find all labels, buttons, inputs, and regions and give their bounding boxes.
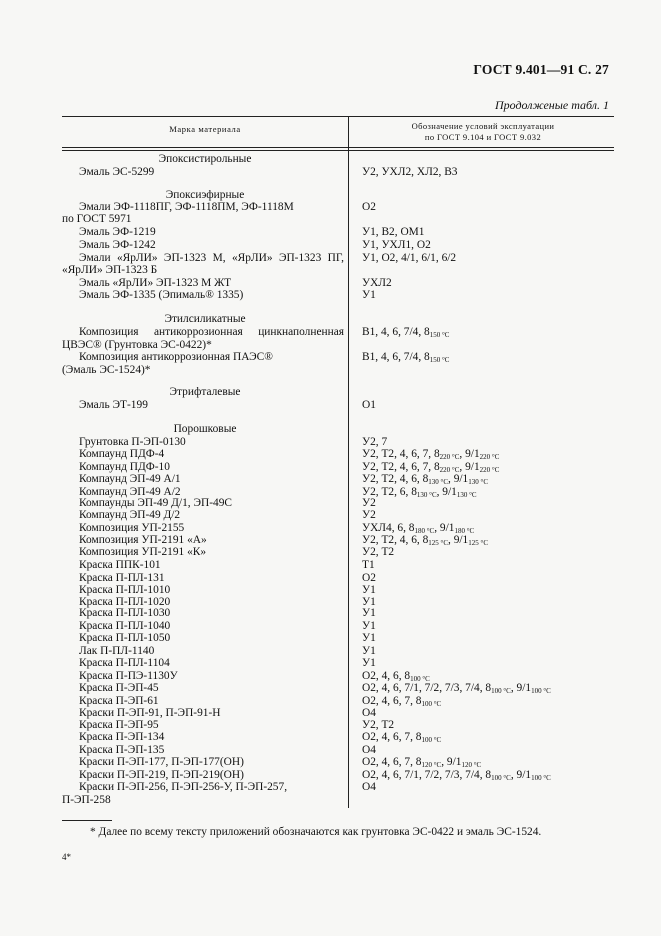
material-name: Лак П-ПЛ-1140 xyxy=(79,645,155,657)
material-name: Краски П-ЭП-177, П-ЭП-177(ОН) xyxy=(79,756,244,768)
condition-text: У1 xyxy=(362,584,376,596)
condition-text: О2, 4, 6, 7, 8 xyxy=(362,695,422,707)
condition-designation xyxy=(362,632,376,645)
temperature-subscript: 100 °С xyxy=(410,675,430,683)
temperature-subscript: 100 °С xyxy=(531,774,551,782)
condition-text: У1, В2, ОМ1 xyxy=(362,226,425,238)
condition-text: О2 xyxy=(362,201,376,213)
material-name: Компаунд ПДФ-10 xyxy=(79,461,170,473)
condition-text: УХЛ2 xyxy=(362,277,392,289)
condition-text: У1 xyxy=(362,620,376,632)
column-header-material: Марка материала xyxy=(169,124,241,134)
material-name: Компаунд ЭП-49 А/2 xyxy=(79,486,181,498)
table-continuation-label: Продолженые табл. 1 xyxy=(494,98,609,112)
material-name: Компаунд ЭП-49 А/1 xyxy=(79,473,181,485)
condition-text: У1, УХЛ1, О2 xyxy=(362,239,431,251)
condition-text: О4 xyxy=(362,744,376,756)
table-row xyxy=(0,326,661,339)
material-name: Краски П-ЭП-219, П-ЭП-219(ОН) xyxy=(79,769,244,781)
material-name: Краска П-ЭП-95 xyxy=(79,719,159,731)
material-name: (Эмаль ЭС-1524)* xyxy=(62,364,151,376)
condition-text: В1, 4, 6, 7/4, 8 xyxy=(362,326,430,338)
condition-text: У2, 7 xyxy=(362,436,388,448)
table-row xyxy=(0,756,661,769)
temperature-subscript: 220 °С xyxy=(439,466,460,474)
condition-text: У2, Т2, 4, 6, 8 xyxy=(362,473,429,485)
condition-text: , 9/1 xyxy=(459,461,480,473)
table-row xyxy=(0,386,661,399)
material-name: ЦВЭС® (Грунтовка ЭС-0422)* xyxy=(62,339,212,351)
condition-designation xyxy=(362,682,551,695)
condition-text: О2, 4, 6, 7/1, 7/2, 7/3, 7/4, 8 xyxy=(362,682,492,694)
material-name: Краска П-ПЛ-1050 xyxy=(79,632,171,644)
condition-designation xyxy=(362,559,375,572)
material-name: Компаунд ЭП-49 Д/2 xyxy=(79,509,181,521)
condition-text: , 9/1 xyxy=(448,534,469,546)
table-row xyxy=(0,313,661,326)
material-name: Краска П-ПЛ-1020 xyxy=(79,596,171,608)
condition-designation xyxy=(362,448,499,461)
table-row xyxy=(0,632,661,645)
table-row xyxy=(0,607,661,620)
condition-text: О1 xyxy=(362,399,376,411)
temperature-subscript: 150 °С xyxy=(429,356,450,364)
condition-designation xyxy=(362,289,376,302)
table-row xyxy=(0,364,661,377)
temperature-subscript: 130 °С xyxy=(428,478,448,486)
condition-text: У2, Т2, 4, 6, 7, 8 xyxy=(362,461,440,473)
material-name: Краска П-ПЛ-1010 xyxy=(79,584,171,596)
table-row xyxy=(0,264,661,277)
table-row xyxy=(0,509,661,522)
condition-text: , 9/1 xyxy=(510,682,532,694)
temperature-subscript: 130 °С xyxy=(468,478,488,486)
condition-designation xyxy=(362,731,441,744)
table-row xyxy=(0,423,661,436)
temperature-subscript: 120 °С xyxy=(421,761,442,769)
temperature-subscript: 130 °С xyxy=(416,491,437,499)
temperature-subscript: 220 °С xyxy=(439,453,460,461)
condition-designation xyxy=(362,351,449,364)
material-name: Краска П-ЭП-61 xyxy=(79,695,159,707)
condition-designation xyxy=(362,546,394,559)
condition-text: О2 xyxy=(362,572,376,584)
column-header-conditions-line2: по ГОСТ 9.104 и ГОСТ 9.032 xyxy=(424,132,542,142)
temperature-subscript: 130 °С xyxy=(456,491,477,499)
condition-designation xyxy=(362,781,376,794)
section-heading: Этилсиликатные xyxy=(164,313,246,325)
table-row xyxy=(0,289,661,302)
condition-designation xyxy=(362,399,376,412)
column-header-conditions xyxy=(352,121,614,143)
table-row xyxy=(0,559,661,572)
section-heading: Эпоксиэфирные xyxy=(165,189,245,201)
material-name: Эмаль ЭС-5299 xyxy=(79,166,155,178)
table-row xyxy=(0,731,661,744)
temperature-subscript: 220 °С xyxy=(479,453,500,461)
condition-designation xyxy=(362,239,431,252)
temperature-subscript: 100 °С xyxy=(421,700,442,708)
material-name: Краски П-ЭП-256, П-ЭП-256-У, П-ЭП-257, xyxy=(79,781,288,793)
material-name: П-ЭП-258 xyxy=(62,794,111,806)
temperature-subscript: 125 °С xyxy=(468,539,488,547)
condition-text: О2, 4, 6, 8 xyxy=(362,670,411,682)
condition-text: О2, 4, 6, 7, 8 xyxy=(362,756,422,768)
temperature-subscript: 180 °С xyxy=(454,527,475,535)
material-name: Эмали ЭФ-1118ПГ, ЭФ-1118ПМ, ЭФ-1118М xyxy=(79,201,294,213)
table-row xyxy=(0,682,661,695)
condition-text: О4 xyxy=(362,781,376,793)
condition-text: У2, Т2, 4, 6, 8 xyxy=(362,534,429,546)
condition-text: , 9/1 xyxy=(441,756,462,768)
material-name: Краска П-ПЛ-1040 xyxy=(79,620,171,632)
condition-text: , 9/1 xyxy=(459,448,480,460)
condition-text: УХЛ4, 6, 8 xyxy=(362,522,415,534)
condition-text: У2, Т2, 6, 8 xyxy=(362,486,417,498)
table-row xyxy=(0,226,661,239)
condition-text: У2 xyxy=(362,509,376,521)
table-row xyxy=(0,213,661,226)
section-heading: Порошковые xyxy=(173,423,237,435)
temperature-subscript: 100 °С xyxy=(491,774,511,782)
temperature-subscript: 100 °С xyxy=(421,736,442,744)
condition-designation xyxy=(362,166,458,179)
table-row xyxy=(0,657,661,670)
table-row xyxy=(0,448,661,461)
material-name: Краска П-ПЛ-1104 xyxy=(79,657,170,669)
condition-designation xyxy=(362,607,376,620)
condition-text: У2, УХЛ2, ХЛ2, В3 xyxy=(362,166,458,178)
table-row xyxy=(0,399,661,412)
section-heading: Этрифталевые xyxy=(169,386,241,398)
material-name: Композиция УП-2155 xyxy=(79,522,185,534)
temperature-subscript: 125 °С xyxy=(428,539,448,547)
condition-text: У1 xyxy=(362,607,376,619)
material-name: Краска П-ПЛ-1030 xyxy=(79,607,171,619)
header-double-rule-top xyxy=(62,147,614,148)
page-header-title: ГОСТ 9.401—91 С. 27 xyxy=(473,62,609,77)
page-mark: 4* xyxy=(62,852,71,862)
material-name: «ЯрЛИ» ЭП-1323 Б xyxy=(62,264,158,276)
material-name: Компаунды ЭП-49 Д/1, ЭП-49С xyxy=(79,497,233,509)
condition-text: , 9/1 xyxy=(448,473,469,485)
table-row xyxy=(0,794,661,807)
condition-designation xyxy=(362,657,376,670)
material-name: Краски П-ЭП-91, П-ЭП-91-Н xyxy=(79,707,221,719)
condition-designation xyxy=(362,326,449,339)
condition-designation xyxy=(362,756,481,769)
material-name: Эмаль ЭФ-1219 xyxy=(79,226,156,238)
material-name: Эмали «ЯрЛИ» ЭП-1323 М, «ЯрЛИ» ЭП-1323 ПГ, xyxy=(79,252,344,264)
temperature-subscript: 100 °С xyxy=(531,687,551,695)
condition-text: , 9/1 xyxy=(436,486,457,498)
table-row xyxy=(0,153,661,166)
condition-text: У2, Т2, 4, 6, 7, 8 xyxy=(362,448,440,460)
temperature-subscript: 150 °С xyxy=(429,331,450,339)
material-name: Эмаль ЭТ-199 xyxy=(79,399,148,411)
material-name: Композиция УП-2191 «А» xyxy=(79,534,207,546)
material-name: Эмаль «ЯрЛИ» ЭП-1323 М ЖТ xyxy=(79,277,232,289)
material-name: Композиция антикоррозионная ПАЭС® xyxy=(79,351,273,363)
material-name: Грунтовка П-ЭП-0130 xyxy=(79,436,186,448)
condition-text: У1 xyxy=(362,289,376,301)
material-name: Краска П-ЭП-134 xyxy=(79,731,165,743)
material-name: Краска П-ЭП-45 xyxy=(79,682,159,694)
condition-text: У1 xyxy=(362,596,376,608)
table-row xyxy=(0,351,661,364)
condition-text: О4 xyxy=(362,707,376,719)
condition-text: У1, О2, 4/1, 6/1, 6/2 xyxy=(362,252,457,264)
material-name: Эмаль ЭФ-1242 xyxy=(79,239,156,251)
material-name: Композиция антикоррозионная цинкнаполненная xyxy=(79,326,344,338)
condition-text: У1 xyxy=(362,632,376,644)
header-double-rule-bottom xyxy=(62,150,614,151)
table-row xyxy=(0,239,661,252)
condition-text: , 9/1 xyxy=(510,769,532,781)
temperature-subscript: 220 °С xyxy=(479,466,500,474)
footnote-rule xyxy=(62,820,112,821)
table-row xyxy=(0,473,661,486)
table-top-rule xyxy=(62,116,614,117)
footnote: * Далее по всему тексту приложений обозначаются как грунтовка ЭС-0422 и эмаль ЭС-1524. xyxy=(90,826,542,838)
condition-text: О2, 4, 6, 7, 8 xyxy=(362,731,422,743)
condition-text: У2, Т2 xyxy=(362,719,395,731)
condition-text: У1 xyxy=(362,645,376,657)
temperature-subscript: 100 °С xyxy=(491,687,511,695)
table-row xyxy=(0,546,661,559)
section-heading: Эпоксистирольные xyxy=(158,153,252,165)
material-name: Краска ППК-101 xyxy=(79,559,161,571)
condition-text: У2, Т2 xyxy=(362,546,395,558)
temperature-subscript: 120 °С xyxy=(461,761,482,769)
table-row xyxy=(0,166,661,179)
material-name: Композиция УП-2191 «К» xyxy=(79,546,207,558)
material-name: Краска П-ПЛ-131 xyxy=(79,572,165,584)
condition-text: , 9/1 xyxy=(434,522,455,534)
condition-designation xyxy=(362,226,425,239)
material-name: Компаунд ПДФ-4 xyxy=(79,448,165,460)
column-header-conditions-line1: Обозначение условий эксплуатации xyxy=(411,121,555,131)
condition-designation xyxy=(362,473,488,486)
material-name: по ГОСТ 5971 xyxy=(62,213,132,225)
condition-text: Т1 xyxy=(362,559,375,571)
condition-text: У1 xyxy=(362,657,376,669)
condition-text: У2 xyxy=(362,497,376,509)
temperature-subscript: 180 °С xyxy=(414,527,435,535)
condition-text: О2, 4, 6, 7/1, 7/2, 7/3, 7/4, 8 xyxy=(362,769,492,781)
condition-designation xyxy=(362,509,376,522)
condition-text: В1, 4, 6, 7/4, 8 xyxy=(362,351,430,363)
table-row xyxy=(0,781,661,794)
material-name: Краска П-ПЭ-1130У xyxy=(79,670,178,682)
material-name: Краска П-ЭП-135 xyxy=(79,744,165,756)
material-name: Эмаль ЭФ-1335 (Эпималь® 1335) xyxy=(79,289,244,301)
